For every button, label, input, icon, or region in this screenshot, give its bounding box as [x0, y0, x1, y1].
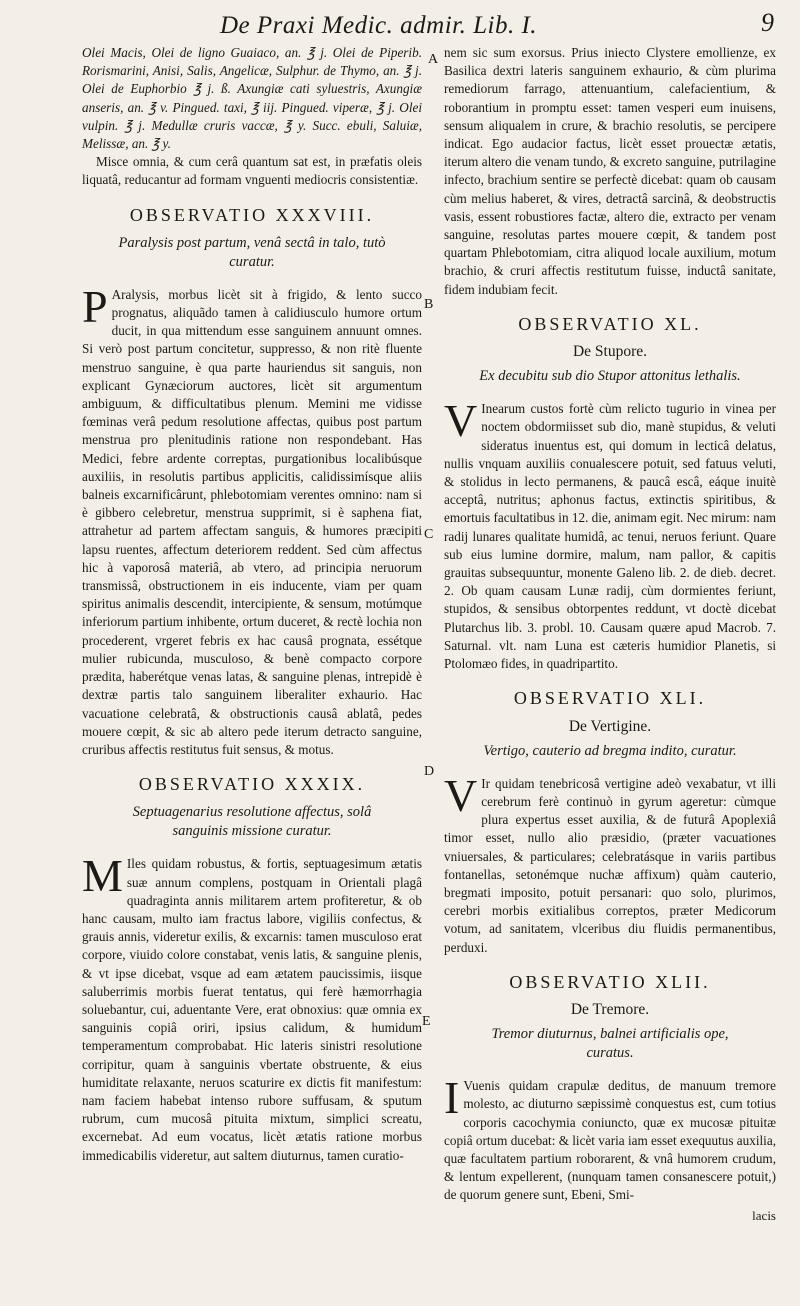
page-number: 9	[761, 8, 774, 37]
observation-39-heading: OBSERVATIO XXXIX.	[138, 774, 366, 795]
observation-41-subtitle: De Vertigine.	[568, 717, 652, 735]
observation-42-body	[444, 1072, 776, 1204]
observation-41-body	[444, 769, 776, 957]
observation-39-dropcap: M	[82, 850, 123, 902]
margin-marker-a: A	[428, 52, 439, 67]
observation-42-dropcap: I	[444, 1072, 460, 1124]
observation-39-text: Iles quidam robustus, & fortis, septuagesimum ætatis suæ annum complens, postquam in Orientali plagâ quadraginta annis militarem artem profiteretur, & ob hanc causam, multo iam fractus labore, vigiliis confectus, & grauis annis, videretur exilis, & excarnis: tamen musculoso erat corpore, viuido colore constabat, venis latis, & sanguine plenis, & vt ipse dicebat, vsque ad eam ætatem paucissimis, iisque saluberrimis morbis fuerat tentatus, qui ferè hæmorrhagia soluebantur, cui, aduentante Vere, erat obnoxius: quæ omnia ex sanguinis copiâ oriri, ipsius calidum, & humidum temperamentum comprobabat. Hic lateris sinistri resolutione corripitur, quam à sanguinis vbertate obstruente, & eius humiditate relaxante, neruos scaturire ex dictis fit manifestum: nam faciem habebat intenso rubore suffusam, & sputum rubrum, cum mucosâ pituita mixtum, simplici screatu, excernebat. Ad eum vocatus, licèt ætatis ratione morbus immedicabilis videretur, aut saltem diuturnus, tamen curatio-	[82, 856, 422, 1163]
observation-40-text: Inearum custos fortè cùm relicto tugurio in vinea per noctem obdormiisset sub dio, manè stupidus, & veluti sideratus inuentus est, qui domum in lecticâ delatus, nullis vnquam auxiliis conualescere potuit, sed fatuus veluti, & stolidus in lecto permanens, & paucâ escâ, eáque inuitè acceptâ, nutritus; aphonus factus, extinctis spiritibus, & emortuis facultatibus in 12. die, animam egit. Nec mirum: nam radij lunares qualitate humidâ, ac tenui, neruos feriunt. Quare sub eius lumine dormire, malum, nam pallor, & capitis grauitas subsequuntur, monente Galeno lib. 2. de dieb. decret. 2. Ob quam causam Lunæ radij, cùm dormientes feriunt, stupidos, & sensibus obtorpentes reddunt, vt doctè dicebat Plutarchus lib. 3. probl. 10. Causam quære apud Macrob. 7. Saturnal. vlt. nam Luna est cæteris humidior Planetis, si Ptolomæo fides, in quadripartito.	[444, 401, 776, 672]
observation-42-text: Vuenis quidam crapulæ deditus, de manuum tremore molesto, ac diuturno sæpissimè conquestus est, cum totius corporis cacochymia coniuncto, quæ ex mucosæ pituitæ copiâ ortum ducebat: & licèt varia iam esset exequutus auxilia, quæ facultatem partium roborarent, & vnâ humorem crudum, & lentum expellerent, (nunquam tamen consanescere potuit,) de quorum genere sunt, Ebeni, Smi-	[444, 1078, 776, 1203]
observation-42-summary: Tremor diuturnus, balnei artificialis ope, curatus.	[491, 1026, 729, 1062]
margin-marker-e: E	[422, 1014, 431, 1029]
catchword: lacis	[752, 1207, 776, 1223]
left-column	[82, 44, 422, 1165]
margin-marker-c: C	[424, 527, 434, 542]
observation-38-heading: OBSERVATIO XXXVIII.	[129, 204, 375, 225]
recipe-instruction: Misce omnia, & cum cerâ quantum sat est, in præfatis oleis liquatâ, reducantur ad formam vnguenti mediocris consistentiæ.	[82, 154, 422, 188]
observation-38-dropcap: P	[82, 280, 108, 332]
observation-40-dropcap: V	[444, 395, 478, 447]
observation-38-body	[82, 280, 422, 759]
observation-40-heading: OBSERVATIO XL.	[518, 313, 702, 334]
observation-40-summary: Ex decubitu sub dio Stupor attonitus lethalis.	[479, 368, 741, 385]
observation-38-summary: Paralysis post partum, venâ sectâ in talo, tutò curatur.	[118, 234, 386, 270]
observation-38-text: Aralysis, morbus licèt sit à frigido, & lento succo prognatus, aliquãdo tamen à calidiusculo humore ortum ducit, in qua mittendum esse sanguinem annuunt omnes. Si verò post partum concitetur, suppresso, & non ritè fluente menstruo sanguine, è qua parte hauriendus sit sanguis, non explicant Gynæciorum auctores, licèt sit argumentum ambiguum, & difficultatibus plenum. Memini me vidisse fœminas verâ pedum resolutione affectas, quibus post partum menstrua pro plenitudinis ratione non respondebant. Has Medici, febre ardente correptas, purgationibus localibúsque auxiliis, in resolutis partibus applicitis, calidissimísque aliis balneis excarnificârunt, phlebotomiam verentes omnino: nam si è gibbero celebretur, menstrua supprimit, si è saphena fiat, attrahetur ad partem affectam sanguis, & humores præcipiti lapsu ruentes, affectum deteriorem reddent. Sed cùm affectus hic à vaporosâ materiâ, ab vtero, ad principia neruorum transmissâ, obstructionem in eis inducente, viam per quam spiritus animalis descendit, intercipiente, & sensum, motúmque inferiorum partium inhibente, ortum duceret, & rectè lochia non procederent, vrgeret febris ex hac causâ prognata, essétque mulier rubicunda, musculoso, & benè compacto corpore prædita, haberétque venas latas, & sanguine plenas, intrepidè è dextræ partis talo sanguinem liberaliter exhaurio. Hac vacuatione celebratâ, & obstructionis causâ ablatâ, pedes mouere cœpit, & sic ab altero pede iterum detracto sanguine, cruribus affectis restitutus fuit sensus, & motus.	[82, 286, 422, 757]
margin-marker-b: B	[424, 297, 434, 312]
page-header	[0, 0, 800, 44]
observation-42-subtitle: De Tremore.	[570, 1000, 650, 1018]
observation-39-body	[82, 850, 422, 1164]
observation-40-body	[444, 395, 776, 673]
observation-41-heading: OBSERVATIO XLI.	[513, 688, 707, 709]
observation-39-summary: Septuagenarius resolutione affectus, solâ sanguinis missione curatur.	[132, 804, 372, 840]
observation-39-continuation: nem sic sum exorsus. Prius iniecto Clystere emollienze, ex Basilica dextri lateris sanguinem exhaurio, & cùm plurima remediorum farrago, attenuantium, calefacientium, & roborantium in promptu esset: tamen vesperi eum inuisens, sensum aliqualem in crure, & brachio resolutis, se percipere indicat. Ego audacior factus, licèt esset prouectæ ætatis, iterum altero die venam tundo, & excreto sanguine, putrilagine infecto, brachium sentire se perfectè dicebat: quam ob causam cùm melius haberet, & vires, detractâ sarcinâ, & deobstructis vasis, essent robustiores factæ, altero die, extracto per venam sanguine, resolutas partes mouere cœpit, & tandem post quartam Phlebotomiam, citra aliquod locale auxilium, motum brachio, & cruri affectis restitutum fuisse, inductâ sanitate, fidem indubiam fecit.	[444, 45, 776, 297]
right-column	[444, 44, 776, 1225]
observation-41-summary: Vertigo, cauterio ad bregma indito, curatur.	[483, 742, 737, 759]
observation-41-text: Ir quidam tenebricosâ vertigine adeò vexabatur, vt illi cerebrum ferè continuò in gyrum ageretur: cùmque plura expertus esset auxilia, & de futurâ Apoplexiâ timor esset, nullo alio præsidio, (præter vacuationes vniuersales, & particulares; celebratásque in variis partibus fontanellas, setonémque nuchæ affixum) quàm cauterio, bregmati imposito, potuit persanari: quo solo, plurimos, cerebri morbis exitialibus correptos, præter Medicorum votum, ad sanitatem, vlceribus diu fluidis permanentibus, perduxi.	[444, 775, 776, 955]
observation-40-subtitle: De Stupore.	[572, 343, 648, 361]
running-title: De Praxi Medic. admir. Lib. I.	[220, 12, 538, 39]
margin-marker-d: D	[424, 764, 435, 779]
recipe-text: Olei Macis, Olei de ligno Guaiaco, an. ℥ j. Olei de Piperib. Rorismarini, Anisi, Salis, Angelicæ, Sulphur. de Thymo, an. ℥ j. Olei de Euphorbio ℥ j. ß. Axungiæ cati syluestris, Axungiæ anseris, an. ℥ v. Pingued. taxi, ℥ iij. Pingued. viperæ, ℥ j. Olei vulpin. ℥ j. Medullæ cruris vaccæ, ℥ y. Succ. ebuli, Saluiæ, Melissæ, an. ℥ y.	[82, 45, 422, 152]
observation-41-dropcap: V	[444, 769, 478, 821]
observation-42-heading: OBSERVATIO XLII.	[509, 971, 711, 992]
